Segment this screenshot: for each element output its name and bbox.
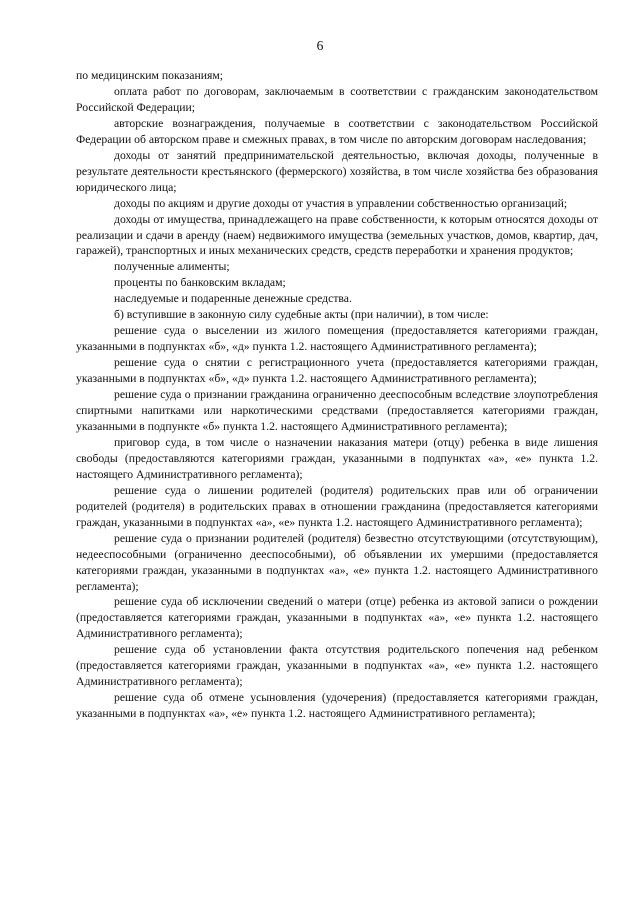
- paragraph: решение суда об отмене усыновления (удочерения) (предоставляется категориями граждан, указанными в подпунктах «а», «е» пункта 1.2. настоящего Административного регламента);: [76, 691, 598, 721]
- paragraph: доходы от занятий предпринимательской деятельностью, включая доходы, полученные в результате деятельности крестьянского (фермерского) хозяйства, в том числе хозяйства без образования юридического лица;: [76, 148, 598, 194]
- paragraph: доходы по акциям и другие доходы от участия в управлении собственностью организаций;: [114, 196, 568, 210]
- paragraph: решение суда об исключении сведений о матери (отце) ребенка из актовой записи о рождении (предоставляется категориями граждан, указанными в подпунктах «а», «е» пункта 1.2. настоящего Административного регламента);: [76, 595, 598, 641]
- paragraph: наследуемые и подаренные денежные средства.: [114, 292, 352, 306]
- paragraph: решение суда о признании гражданина ограниченно дееспособным вследствие злоупотребления спиртными напитками или наркотическими средствами (предоставляется категориями граждан, указанными в подпункте «б» пункта 1.2. настоящего Административного регламента);: [76, 388, 598, 433]
- paragraph: решение суда о лишении родителей (родителя) родительских прав или об ограничении родителей (родителя) в родительских правах в отношении гражданина (предоставляется категориями граждан, указанными в подпунктах «а», «е» пункта 1.2. настоящего Административного регламента);: [76, 483, 598, 529]
- paragraph: оплата работ по договорам, заключаемым в соответствии с гражданским законодательством Российской Федерации;: [76, 84, 598, 114]
- paragraph: по медицинским показаниям;: [76, 69, 223, 82]
- page-number: 6: [316, 38, 324, 53]
- paragraph: решение суда о выселении из жилого помещения (предоставляется категориями граждан, указанными в подпунктах «б», «д» пункта 1.2. настоящего Административного регламента);: [76, 324, 598, 354]
- paragraph: доходы от имущества, принадлежащего на праве собственности, к которым относятся доходы от реализации и сдачи в аренду (наем) недвижимого имущества (земельных участков, домов, квартир, дач, гаражей), транспортных и иных механических средств, средств переработки и хранения продуктов;: [76, 212, 598, 258]
- paragraph: решение суда о снятии с регистрационного учета (предоставляется категориями граждан, указанными в подпунктах «б», «д» пункта 1.2. настоящего Административного регламента);: [76, 356, 598, 386]
- paragraph: решение суда об установлении факта отсутствия родительского попечения над ребенком (предоставляется категориями граждан, указанными в подпунктах «а», «е» пункта 1.2. настоящего Административного регламента);: [76, 643, 598, 689]
- paragraph: решение суда о признании родителей (родителя) безвестно отсутствующими (отсутствующим), недееспособными (ограниченно дееспособными), об объявлении их умершими (предоставляется категориями граждан, указанными в подпунктах «а», «е» пункта 1.2. настоящего Административного регламента);: [76, 531, 598, 593]
- paragraph: полученные алименты;: [114, 260, 230, 274]
- paragraph: авторские вознаграждения, получаемые в соответствии с законодательством Российской Федерации об авторском праве и смежных правах, в том числе по авторским договорам наследования;: [76, 116, 598, 146]
- paragraph: б) вступившие в законную силу судебные акты (при наличии), в том числе:: [114, 308, 489, 322]
- paragraph: проценты по банковским вкладам;: [114, 276, 286, 290]
- document-body: [76, 68, 598, 722]
- paragraph: приговор суда, в том числе о назначении наказания матери (отцу) ребенка в виде лишения свободы (предоставляются категориями граждан, указанными в подпунктах «а», «е» пункта 1.2. настоящего Административного регламента);: [76, 435, 598, 481]
